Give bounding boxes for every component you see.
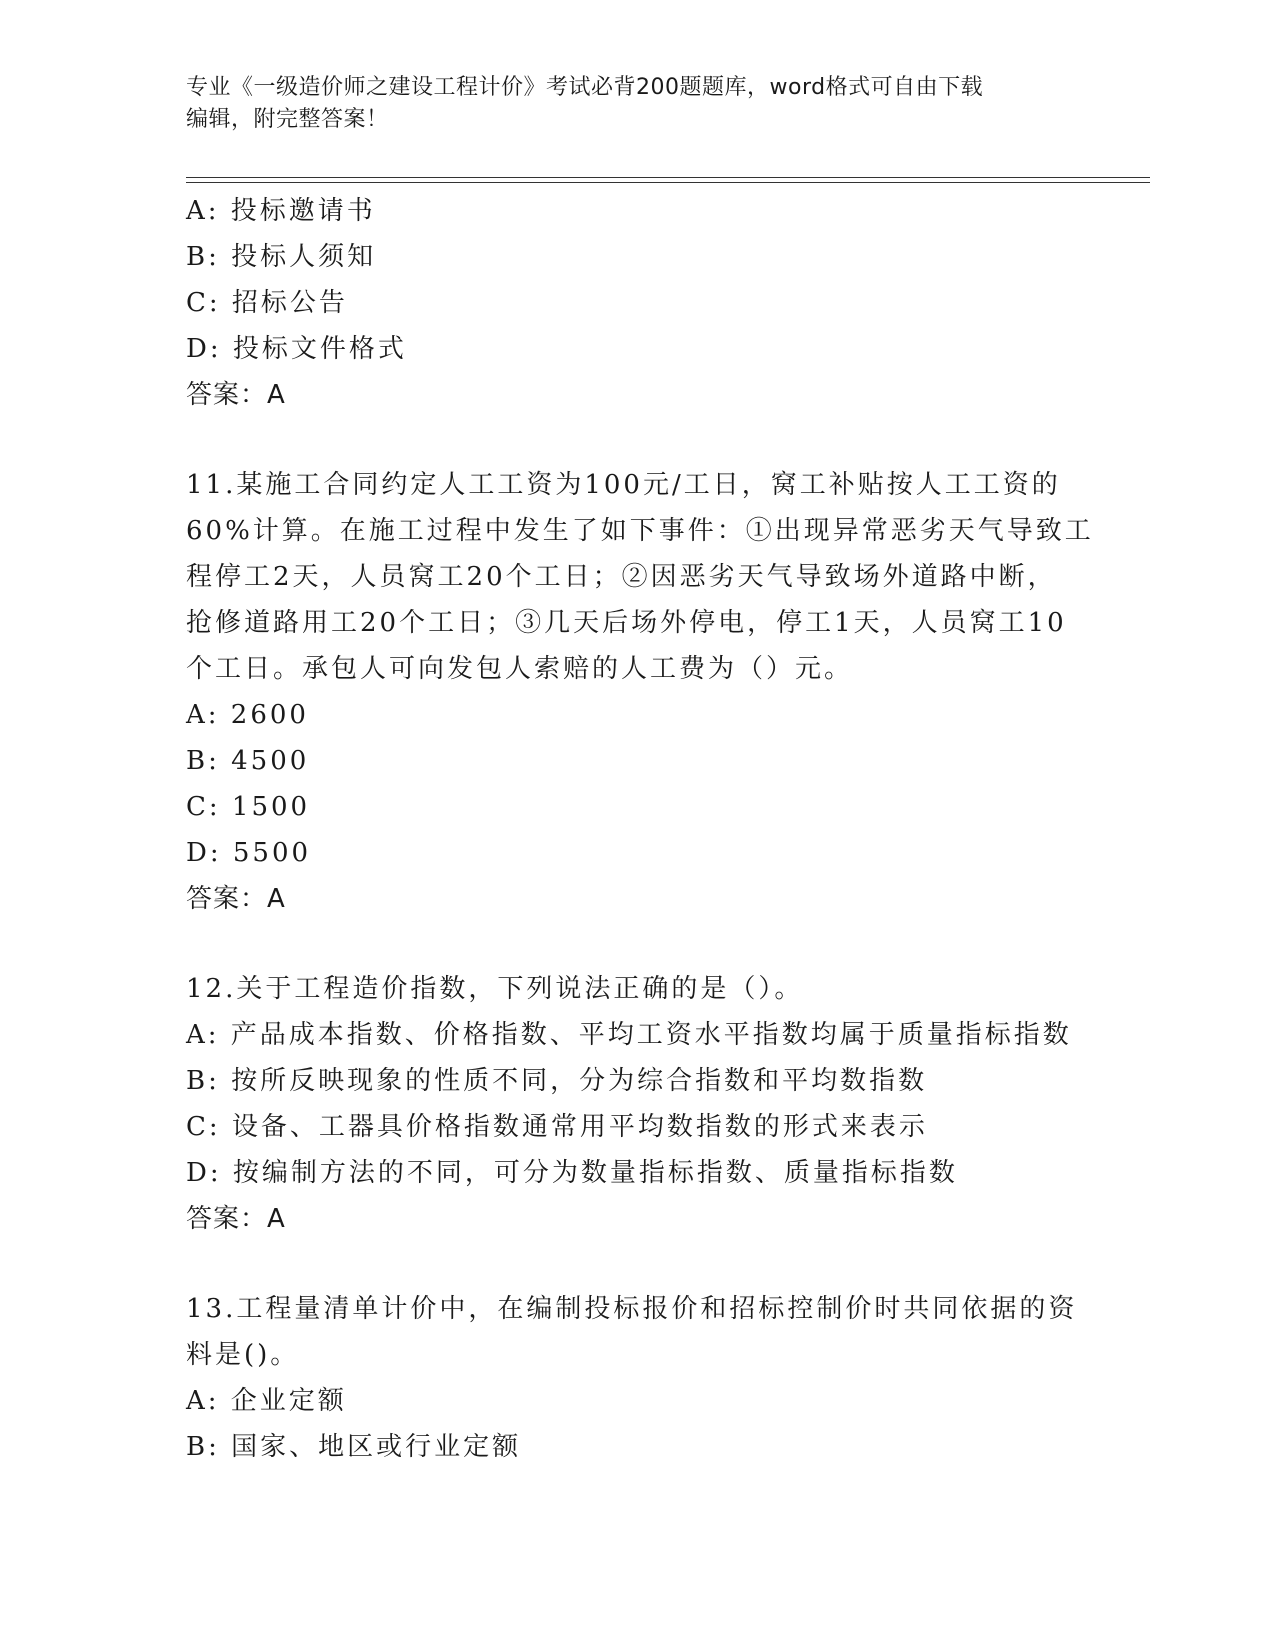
question-11 (186, 462, 1094, 922)
option-a: A: 产品成本指数、价格指数、平均工资水平指数均属于质量指标指数 (186, 1020, 1072, 1050)
header-title-line-1: 专业《一级造价师之建设工程计价》考试必背200题题库，word格式可自由下载 (186, 75, 984, 100)
option-a: A: 企业定额 (186, 1386, 347, 1416)
spacer (186, 418, 1086, 462)
option-b: B: 按所反映现象的性质不同，分为综合指数和平均数指数 (186, 1066, 928, 1096)
option-d: D: 按编制方法的不同，可分为数量指标指数、质量指标指数 (186, 1158, 958, 1188)
question-text (186, 1286, 1086, 1378)
option-c: C: 设备、工器具价格指数通常用平均数指数的形式来表示 (186, 1112, 928, 1142)
question-text-line: 程停工2天，人员窝工20个工日；②因恶劣天气导致场外道路中断， (186, 562, 1057, 592)
header-title-line-2: 编辑，附完整答案！ (186, 107, 389, 132)
question-text-line: 60%计算。在施工过程中发生了如下事件：①出现异常恶劣天气导致工 (186, 516, 1094, 546)
question-list (186, 188, 1094, 1470)
question-text-line: 料是()。 (186, 1340, 300, 1370)
answer-label: 答案：A (186, 380, 286, 410)
question-text-line: 抢修道路用工20个工日；③几天后场外停电，停工1天，人员窝工10 (186, 608, 1067, 638)
option-c: C: 招标公告 (186, 288, 348, 318)
spacer (186, 922, 1086, 966)
question-10 (186, 188, 1086, 418)
option-d: D: 投标文件格式 (186, 334, 407, 364)
header-divider-bottom (186, 182, 1150, 183)
spacer (186, 1242, 1086, 1286)
header-divider-top (186, 177, 1150, 178)
option-a: A: 投标邀请书 (186, 196, 376, 226)
question-12 (186, 966, 1086, 1242)
option-b: B: 4500 (186, 746, 310, 776)
answer-label: 答案：A (186, 884, 286, 914)
option-b: B: 国家、地区或行业定额 (186, 1432, 522, 1462)
question-text (186, 966, 1086, 1012)
option-a: A: 2600 (186, 700, 309, 730)
option-c: C: 1500 (186, 792, 311, 822)
answer-label: 答案：A (186, 1204, 286, 1234)
document-header (186, 72, 1086, 136)
question-text (186, 462, 1094, 692)
question-text-line: 11.某施工合同约定人工工资为100元/工日，窝工补贴按人工工资的 (186, 470, 1061, 500)
question-text-line: 个工日。承包人可向发包人索赔的人工费为（）元。 (186, 654, 854, 684)
option-d: D: 5500 (186, 838, 312, 868)
option-b: B: 投标人须知 (186, 242, 377, 272)
question-text-line: 13.工程量清单计价中，在编制投标报价和招标控制价时共同依据的资 (186, 1294, 1078, 1324)
question-text-line: 12.关于工程造价指数，下列说法正确的是（）。 (186, 974, 804, 1004)
question-13 (186, 1286, 1086, 1470)
